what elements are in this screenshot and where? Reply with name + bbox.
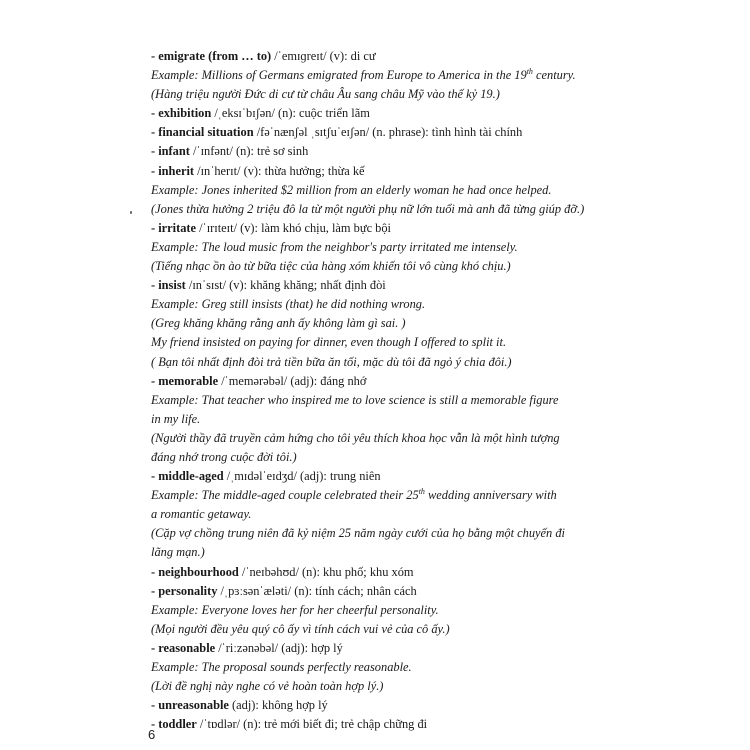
translation: đáng nhớ trong cuộc đời tôi.)	[151, 449, 297, 464]
vocab-term: - inherit	[151, 163, 195, 178]
example-sentence: in my life.	[151, 411, 201, 426]
vocab-term: - personality	[151, 583, 218, 598]
vocab-entry	[151, 715, 621, 734]
vocab-entry	[151, 276, 621, 295]
vocab-definition: /ˈɪrɪteɪt/ (v): làm khó chịu, làm bực bội	[196, 220, 392, 235]
vocab-definition: /ˌmɪdəlˈeɪdʒd/ (adj): trung niên	[223, 469, 381, 484]
vocab-entry	[151, 123, 621, 142]
vocab-definition: (adj): không hợp lý	[228, 698, 328, 713]
vocab-entry	[151, 104, 621, 123]
translation: (Jones thừa hưởng 2 triệu đô la từ một người phụ nữ lớn tuổi mà anh đã từng giúp đỡ.)	[151, 201, 585, 216]
vocabulary-list	[151, 47, 621, 734]
vocab-term: - toddler	[151, 717, 197, 732]
example-text: century.	[532, 68, 576, 83]
vocab-term: - reasonable	[151, 640, 216, 655]
vocab-definition: /ˈneɪbəhʊd/ (n): khu phố; khu xóm	[238, 564, 414, 579]
ordinal-suffix: th	[418, 487, 425, 497]
translation: (Hàng triệu người Đức di cư từ châu Âu sang châu Mỹ vào thế kỷ 19.)	[151, 87, 500, 102]
vocab-term: - insist	[151, 278, 186, 293]
vocab-definition: /ˌeksɪˈbɪʃən/ (n): cuộc triển lãm	[211, 106, 370, 121]
example-text: Example: Millions of Germans emigrated from Europe to America in the 19	[151, 68, 527, 83]
example-sentence	[151, 486, 621, 505]
translation: (Greg khăng khăng rằng anh ấy không làm gì sai. )	[151, 316, 406, 331]
vocab-term: - memorable	[151, 373, 219, 388]
example-sentence: Example: Everyone loves her for her cheerful personality.	[151, 602, 439, 617]
vocab-term: - middle-aged	[151, 469, 224, 484]
vocab-entry	[151, 142, 621, 161]
vocab-term: - irritate	[151, 220, 197, 235]
translation: lãng mạn.)	[151, 545, 205, 560]
vocab-term: - exhibition	[151, 106, 212, 121]
vocab-definition: /ˌpɜːsənˈæləti/ (n): tính cách; nhân cách	[217, 583, 417, 598]
example-text: Example: The middle-aged couple celebrated their 25	[151, 488, 419, 503]
vocab-definition: /fəˈnænʃəl ˌsɪtʃuˈeɪʃən/ (n. phrase): tình hình tài chính	[253, 125, 523, 140]
translation: (Cặp vợ chồng trung niên đã kỷ niệm 25 năm ngày cưới của họ bằng một chuyến đi	[151, 526, 565, 541]
translation: (Người thầy đã truyền cảm hứng cho tôi yêu thích khoa học vẫn là một hình tượng	[151, 430, 560, 445]
example-sentence: My friend insisted on paying for dinner, even though I offered to split it.	[151, 335, 507, 350]
vocab-entry	[151, 696, 621, 715]
translation: ( Bạn tôi nhất định đòi trả tiền bữa ăn tối, mặc dù tôi đã ngỏ ý chia đôi.)	[151, 354, 512, 369]
translation: (Mọi người đều yêu quý cô ấy vì tính cách vui vẻ của cô ấy.)	[151, 621, 450, 636]
vocab-entry	[151, 47, 621, 66]
vocab-entry	[151, 372, 621, 391]
vocab-entry	[151, 582, 621, 601]
vocab-definition: /ˈtɒdlər/ (n): trẻ mới biết đi; trẻ chập chững đi	[196, 717, 428, 732]
vocab-term: - financial situation	[151, 125, 254, 140]
vocab-term: - neighbourhood	[151, 564, 239, 579]
vocab-entry	[151, 563, 621, 582]
example-text: wedding anniversary with	[424, 488, 557, 503]
page-number: 6	[148, 727, 156, 742]
vocab-definition: /ˈriːzənəbəl/ (adj): hợp lý	[215, 640, 343, 655]
vocab-definition: /ɪnˈherɪt/ (v): thừa hưởng; thừa kế	[194, 163, 365, 178]
translation: (Lời đề nghị này nghe có vẻ hoàn toàn hợp lý.)	[151, 679, 384, 694]
example-sentence: Example: The loud music from the neighbor's party irritated me intensely.	[151, 239, 518, 254]
vocab-definition: /ˈmemərəbəl/ (adj): đáng nhớ	[218, 373, 367, 388]
scan-speck	[130, 211, 132, 214]
vocab-entry	[151, 467, 621, 486]
vocab-entry	[151, 219, 621, 238]
vocab-entry	[151, 639, 621, 658]
vocab-term: - unreasonable	[151, 698, 229, 713]
example-sentence: Example: The proposal sounds perfectly reasonable.	[151, 660, 412, 674]
example-sentence: Example: That teacher who inspired me to love science is still a memorable figure	[151, 392, 559, 407]
vocab-term: - infant	[151, 144, 190, 159]
vocab-definition: /ˈemɪɡreɪt/ (v): di cư	[271, 49, 376, 63]
vocab-definition: /ɪnˈsɪst/ (v): khăng khăng; nhất định đòi	[185, 278, 386, 293]
translation: (Tiếng nhạc ồn ào từ bữa tiệc của hàng xóm khiến tôi vô cùng khó chịu.)	[151, 259, 511, 274]
example-sentence	[151, 66, 621, 85]
vocab-definition: /ˈɪnfənt/ (n): trẻ sơ sinh	[189, 144, 309, 159]
example-sentence: Example: Greg still insists (that) he did nothing wrong.	[151, 297, 426, 312]
vocab-entry	[151, 162, 621, 181]
example-sentence: Example: Jones inherited $2 million from an elderly woman he had once helped.	[151, 182, 552, 197]
example-sentence: a romantic getaway.	[151, 507, 252, 522]
vocab-term: - emigrate (from … to)	[151, 49, 272, 63]
ordinal-suffix: th	[526, 66, 533, 76]
